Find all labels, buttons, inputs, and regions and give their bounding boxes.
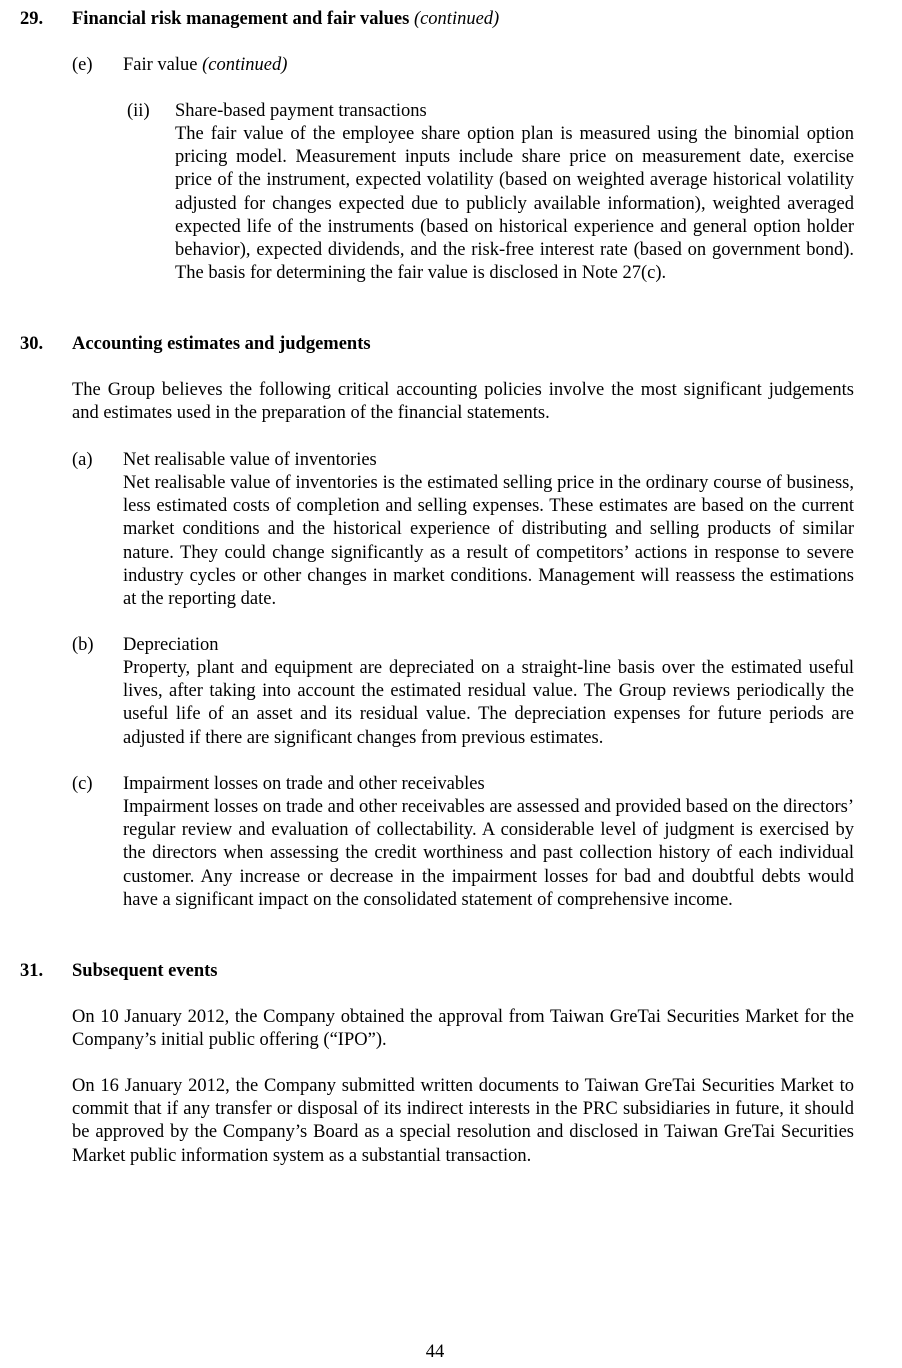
section-30-number: 30. xyxy=(20,334,44,354)
section-31-title: Subsequent events xyxy=(72,961,218,981)
item-a-label: (a) xyxy=(72,450,93,470)
item-b-title: Depreciation xyxy=(123,635,219,655)
item-c-label: (c) xyxy=(72,774,93,794)
section-31-paragraph-2: On 16 January 2012, the Company submitted written documents to Taiwan GreTai Securities Market to commit that if any transfer or disposal of its indirect interests in the PRC subsidiaries in future, it should be approved by the Company’s Board as a special resolution and disclosed in Taiwan GreTai Securities Market public information system as a substantial transaction. xyxy=(72,1076,854,1166)
item-ii-title: Share-based payment transactions xyxy=(175,101,427,121)
item-e-title-text: Fair value xyxy=(123,55,198,75)
item-e-title-suffix: (continued) xyxy=(202,55,288,75)
section-29-title xyxy=(72,8,499,31)
page-number: 44 xyxy=(425,1342,445,1362)
section-29-title-text: Financial risk management and fair values xyxy=(72,9,410,29)
section-31-paragraph-1: On 10 January 2012, the Company obtained the approval from Taiwan GreTai Securities Market for the Company’s initial public offering (“IPO”). xyxy=(72,1007,854,1051)
item-ii-label: (ii) xyxy=(127,101,150,121)
section-29-title-suffix: (continued) xyxy=(413,9,500,29)
section-29-number: 29. xyxy=(20,9,44,29)
item-e-title xyxy=(123,54,287,77)
section-31-number: 31. xyxy=(20,961,44,981)
section-30-title: Accounting estimates and judgements xyxy=(72,334,371,354)
item-c-title: Impairment losses on trade and other receivables xyxy=(123,774,485,794)
item-a-body: Net realisable value of inventories is the estimated selling price in the ordinary course of business, less estimated costs of completion and selling expenses. These estimates are based on the current market conditions and the historical experience of distributing and selling products of similar nature. They could change significantly as a result of competitors’ actions in response to severe industry cycles or other changes in market conditions. Management will reassess the estimations at the reporting date. xyxy=(123,473,854,610)
item-e-label: (e) xyxy=(72,55,93,75)
item-c-body: Impairment losses on trade and other receivables are assessed and provided based on the directors’ regular review and evaluation of collectability. A considerable level of judgment is exercised by the directors when assessing the credit worthiness and past collection history of each individual customer. Any increase or decrease in the impairment losses for bad and doubtful debts would have a significant impact on the consolidated statement of comprehensive income. xyxy=(123,797,854,910)
section-30-intro: The Group believes the following critical accounting policies involve the most significant judgements and estimates used in the preparation of the financial statements. xyxy=(72,380,854,424)
item-b-label: (b) xyxy=(72,635,94,655)
item-a-title: Net realisable value of inventories xyxy=(123,450,377,470)
item-b-body: Property, plant and equipment are depreciated on a straight-line basis over the estimated useful lives, after taking into account the estimated residual value. The Group reviews periodically the useful life of an asset and its residual value. The depreciation expenses for future periods are adjusted if there are significant changes from previous estimates. xyxy=(123,658,854,748)
item-ii-body: The fair value of the employee share option plan is measured using the binomial option pricing model. Measurement inputs include share price on measurement date, exercise price of the instrument, expected volatility (based on weighted average historical volatility adjusted for changes expected due to publicly available information), weighted averaged expected life of the instruments (based on historical experience and general option holder behavior), expected dividends, and the risk-free interest rate (based on government bond). The basis for determining the fair value is disclosed in Note 27(c). xyxy=(175,124,854,284)
